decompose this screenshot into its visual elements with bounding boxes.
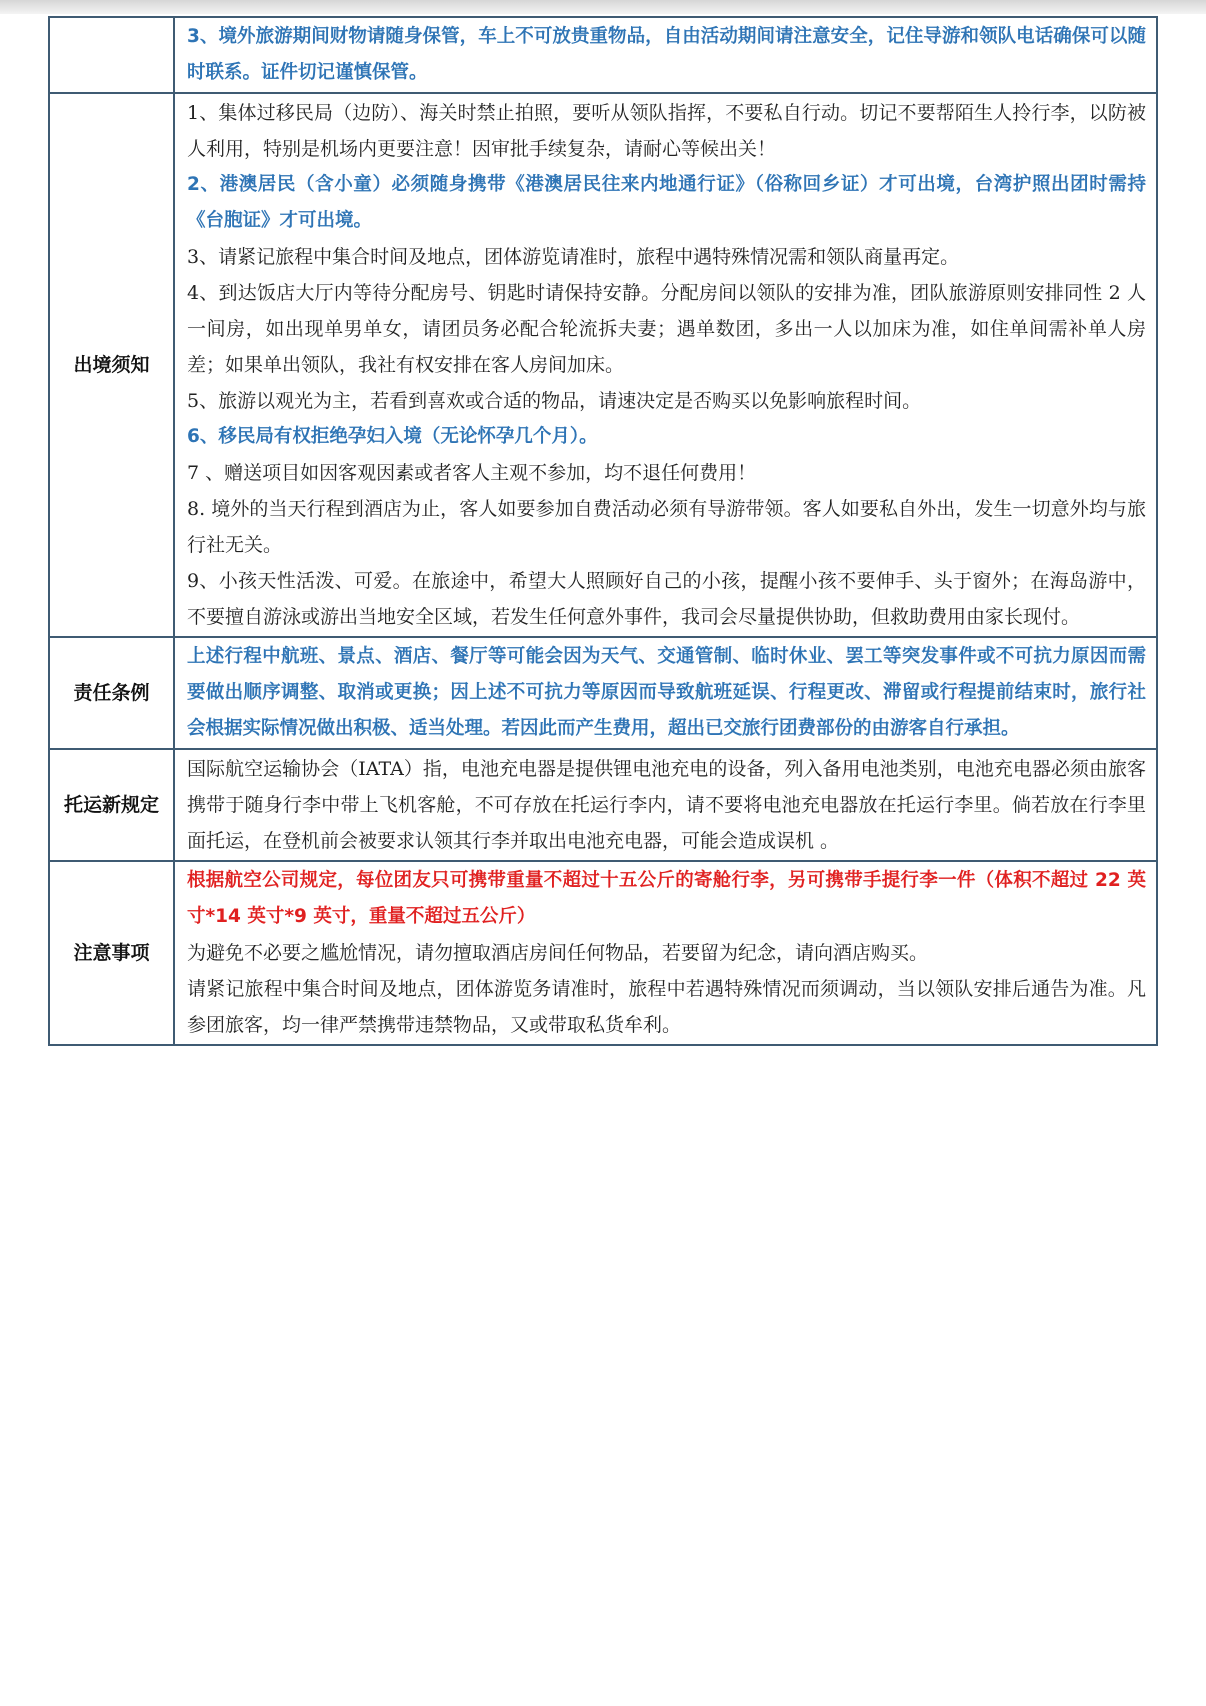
row-label: 出境须知 [49, 93, 174, 637]
notice-paragraph: 国际航空运输协会（IATA）指，电池充电器是提供锂电池充电的设备，列入备用电池类别，电池充电器必须由旅客携带于随身行李中带上飞机客舱，不可存放在托运行李内，请不要将电池充电器放在托运行李里。倘若放在行李里面托运，在登机前会被要求认领其行李并取出电池充电器，可能会造成误机 。 [187, 758, 1146, 852]
notice-paragraph: 请紧记旅程中集合时间及地点，团体游览务请准时，旅程中若遇特殊情况而须调动，当以领队安排后通告为准。凡参团旅客，均一律严禁携带违禁物品，又或带取私货牟利。 [187, 978, 1146, 1036]
row-label: 托运新规定 [49, 749, 174, 861]
row-checked-baggage-rules [49, 749, 1157, 861]
notice-paragraph: 3、境外旅游期间财物请随身保管，车上不可放贵重物品，自由活动期间请注意安全，记住导游和领队电话确保可以随时联系。证件切记谨慎保管。 [187, 26, 1146, 83]
row-content [174, 93, 1157, 637]
travel-notice-table [48, 16, 1158, 1046]
notice-paragraph: 根据航空公司规定，每位团友只可携带重量不超过十五公斤的寄舱行李，另可携带手提行李一件（体积不超过 22 英寸*14 英寸*9 英寸，重量不超过五公斤） [187, 870, 1146, 927]
notice-paragraph: 4、到达饭店大厅内等待分配房号、钥匙时请保持安静。分配房间以领队的安排为准，团队旅游原则安排同性 2 人一间房，如出现单男单女，请团员务必配合轮流拆夫妻；遇单数团，多出一人以加床为准，如住单间需补单人房差；如果单出领队，我社有权安排在客人房间加床。 [187, 282, 1146, 376]
notice-paragraph: 为避免不必要之尴尬情况，请勿擅取酒店房间任何物品，若要留为纪念，请向酒店购买。 [187, 942, 929, 964]
row-content [174, 861, 1157, 1045]
row-exit-notice [49, 93, 1157, 637]
notice-paragraph: 8. 境外的当天行程到酒店为止，客人如要参加自费活动必须有导游带领。客人如要私自外出，发生一切意外均与旅行社无关。 [187, 498, 1146, 556]
page-top-shadow [0, 0, 1206, 14]
notice-paragraph: 1、集体过移民局（边防）、海关时禁止拍照，要听从领队指挥，不要私自行动。切记不要帮陌生人拎行李，以防被人利用，特别是机场内更要注意！因审批手续复杂，请耐心等候出关！ [187, 102, 1146, 160]
row-label: 注意事项 [49, 861, 174, 1045]
notice-paragraph: 5、旅游以观光为主，若看到喜欢或合适的物品，请速决定是否购买以免影响旅程时间。 [187, 390, 922, 412]
notice-paragraph: 上述行程中航班、景点、酒店、餐厅等可能会因为天气、交通管制、临时休业、罢工等突发事件或不可抗力原因而需要做出顺序调整、取消或更换；因上述不可抗力等原因而导致航班延误、行程更改、滞留或行程提前结束时，旅行社会根据实际情况做出积极、适当处理。若因此而产生费用，超出已交旅行团费部份的由游客自行承担。 [187, 646, 1146, 739]
notice-paragraph: 3、请紧记旅程中集合时间及地点，团体游览请准时，旅程中遇特殊情况需和领队商量再定。 [187, 246, 960, 268]
row-property-safety [49, 17, 1157, 93]
row-content [174, 17, 1157, 93]
row-liability-terms [49, 637, 1157, 749]
row-label: 责任条例 [49, 637, 174, 749]
notice-paragraph: 9、小孩天性活泼、可爱。在旅途中，希望大人照顾好自己的小孩，提醒小孩不要伸手、头于窗外；在海岛游中，不要擅自游泳或游出当地安全区域，若发生任何意外事件，我司会尽量提供协助，但救助费用由家长现付。 [187, 570, 1146, 628]
notice-paragraph: 7 、赠送项目如因客观因素或者客人主观不参加，均不退任何费用！ [187, 462, 757, 484]
row-label [49, 17, 174, 93]
notice-paragraph: 2、港澳居民（含小童）必须随身携带《港澳居民往来内地通行证》（俗称回乡证）才可出境，台湾护照出团时需持《台胞证》才可出境。 [187, 174, 1146, 231]
row-precautions [49, 861, 1157, 1045]
row-content [174, 637, 1157, 749]
notice-paragraph: 6、移民局有权拒绝孕妇入境（无论怀孕几个月）。 [187, 426, 598, 447]
row-content [174, 749, 1157, 861]
